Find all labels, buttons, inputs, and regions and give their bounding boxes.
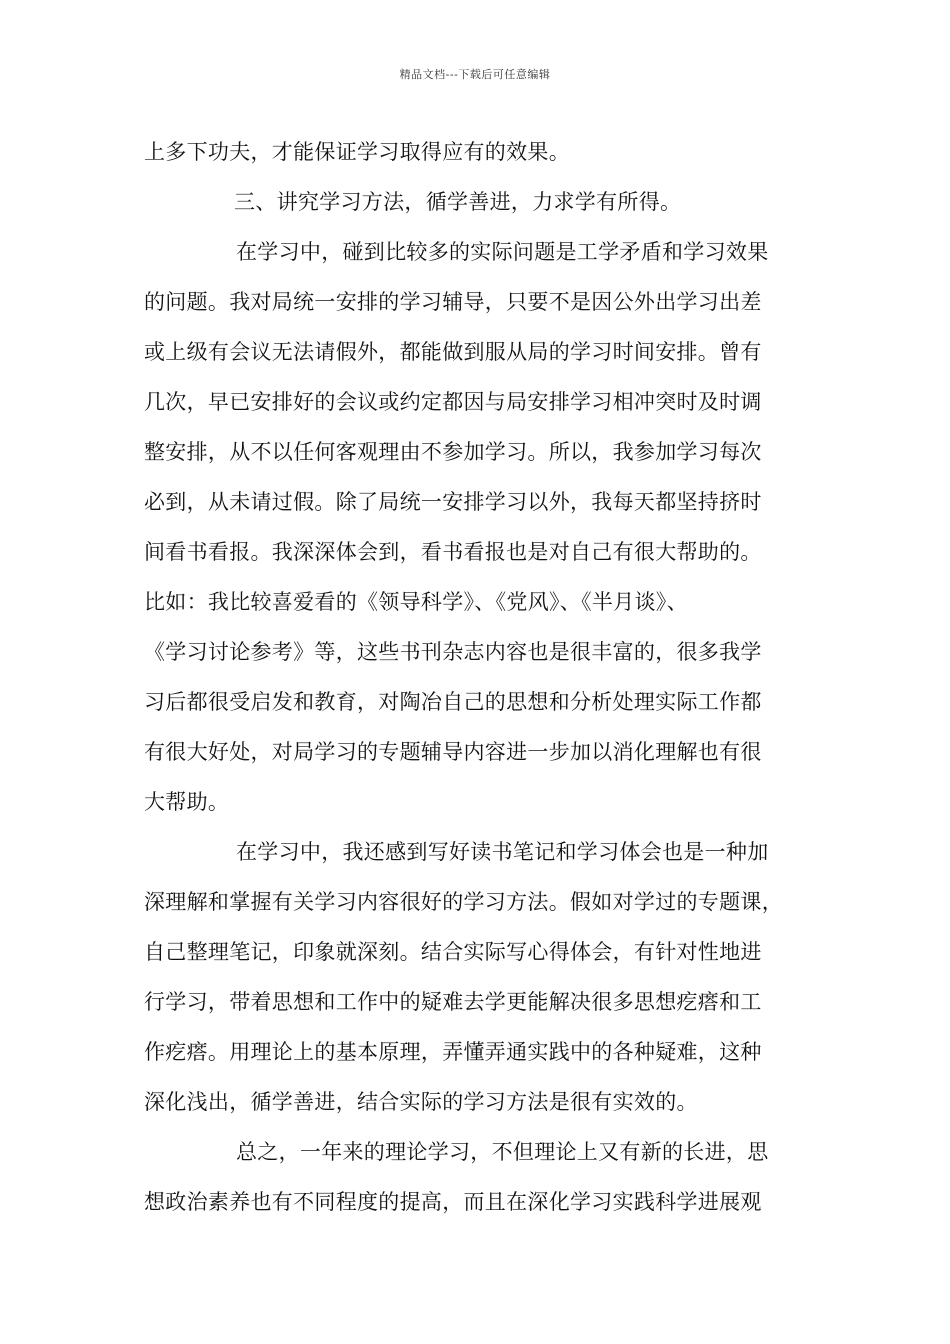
text-line: 自己整理笔记，印象就深刻。结合实际写心得体会，有针对性地进 [144,940,762,964]
text-line: 间看书看报。我深深体会到，看书看报也是对自己有很大帮助的。 [144,540,762,564]
paragraph-start: 在学习中，我还感到写好读书笔记和学习体会也是一种加 [236,840,769,864]
text-line: 《学习讨论参考》等，这些书刊杂志内容也是很丰富的，很多我学 [144,640,762,664]
text-line: 比如：我比较喜爱看的《领导科学》、《党风》、《半月谈》、 [144,590,688,614]
text-line: 习后都很受启发和教育，对陶冶自己的思想和分析处理实际工作都 [144,690,762,714]
text-line: 作疙瘩。用理论上的基本原理，弄懂弄通实践中的各种疑难，这种 [144,1040,762,1064]
text-line: 大帮助。 [144,790,230,814]
text-line: 上多下功夫，才能保证学习取得应有的效果。 [144,140,570,164]
section-heading: 三、讲究学习方法，循学善进，力求学有所得。 [234,190,682,214]
paragraph-start: 总之，一年来的理论学习，不但理论上又有新的长进，思 [236,1140,769,1164]
text-line: 几次，早已安排好的会议或约定都因与局安排学习相冲突时及时调 [144,390,762,414]
page-header: 精品文档---下载后可任意编辑 [399,68,551,81]
text-line: 整安排，从不以任何客观理由不参加学习。所以，我参加学习每次 [144,440,762,464]
text-line: 深理解和掌握有关学习内容很好的学习方法。假如对学过的专题课， [144,890,783,914]
paragraph-start: 在学习中，碰到比较多的实际问题是工学矛盾和学习效果 [236,240,769,264]
document-body [144,127,820,1227]
text-line: 必到，从未请过假。除了局统一安排学习以外，我每天都坚持挤时 [144,490,762,514]
text-line: 的问题。我对局统一安排的学习辅导，只要不是因公外出学习出差 [144,290,762,314]
text-line: 深化浅出，循学善进，结合实际的学习方法是很有实效的。 [144,1090,698,1114]
text-line: 或上级有会议无法请假外，都能做到服从局的学习时间安排。曾有 [144,340,762,364]
text-line: 想政治素养也有不同程度的提高，而且在深化学习实践科学进展观 [144,1190,762,1214]
text-line: 有很大好处，对局学习的专题辅导内容进一步加以消化理解也有很 [144,740,762,764]
text-line: 行学习，带着思想和工作中的疑难去学更能解决很多思想疙瘩和工 [144,990,762,1014]
